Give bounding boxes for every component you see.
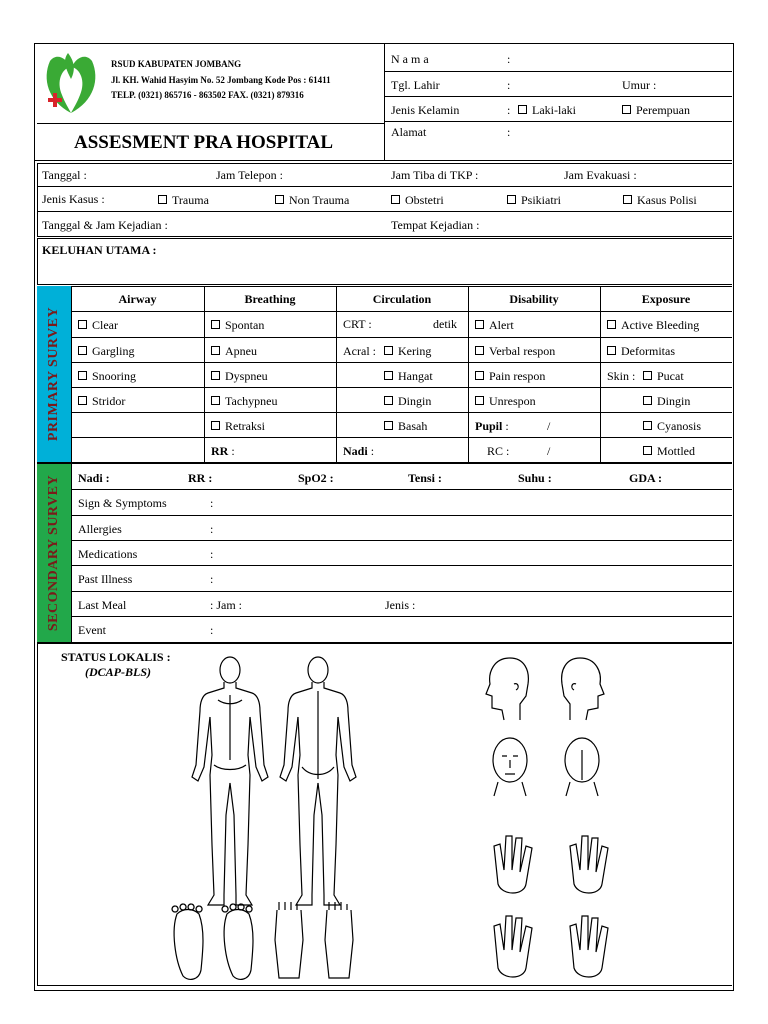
divider <box>37 211 732 212</box>
kasus-polisi[interactable]: Kasus Polisi <box>623 193 697 207</box>
acral-hangat[interactable]: Hangat <box>384 369 433 383</box>
checkbox-icon[interactable] <box>78 346 87 355</box>
foot-top-left <box>275 902 303 978</box>
checkbox-icon[interactable] <box>78 396 87 405</box>
umur-label: Umur : <box>622 78 657 92</box>
event-label: Event <box>78 623 106 637</box>
foot-sole-left <box>172 904 203 979</box>
header-breathing: Breathing <box>244 292 296 306</box>
vital-suhu: Suhu : <box>518 471 552 485</box>
head-side-left <box>486 658 528 720</box>
divider <box>37 236 732 237</box>
checkbox-icon[interactable] <box>607 320 616 329</box>
vital-gda: GDA : <box>629 471 662 485</box>
secondary-survey-sidebar <box>37 464 72 642</box>
divider <box>71 616 732 617</box>
jenis-kelamin-colon: : <box>507 103 511 117</box>
checkbox-icon[interactable] <box>475 396 484 405</box>
alamat-colon: : <box>507 125 511 139</box>
primary-survey-label: PRIMARY SURVEY <box>46 306 61 442</box>
divider <box>384 96 732 97</box>
breathing-dyspneu[interactable]: Dyspneu <box>211 369 268 383</box>
exposure-active-bleeding[interactable]: Active Bleeding <box>607 318 699 332</box>
allergies-label: Allergies <box>78 522 122 536</box>
divider <box>37 123 384 124</box>
laki-option[interactable]: Laki-laki <box>518 103 576 117</box>
jam-tiba-label: Jam Tiba di TKP : <box>391 168 479 182</box>
kasus-obstetri[interactable]: Obstetri <box>391 193 444 207</box>
checkbox-icon[interactable] <box>643 371 652 380</box>
rr-field: RR : <box>211 444 235 458</box>
jenis-kasus-label: Jenis Kasus : <box>42 192 105 206</box>
checkbox-icon[interactable] <box>78 371 87 380</box>
vital-tensi: Tensi : <box>408 471 442 485</box>
foot-sole-right <box>222 904 253 979</box>
divider <box>37 238 732 239</box>
checkbox-icon[interactable] <box>384 346 393 355</box>
divider <box>71 437 732 438</box>
tanggal-label: Tanggal : <box>42 168 87 182</box>
divider <box>71 515 732 516</box>
header-exposure: Exposure <box>641 292 691 306</box>
checkbox-icon[interactable] <box>211 371 220 380</box>
divider <box>71 311 732 312</box>
medications-label: Medications <box>78 547 138 561</box>
hospital-phone: TELP. (0321) 865716 - 863502 FAX. (0321) 879316 <box>111 90 304 100</box>
checkbox-icon[interactable] <box>391 195 400 204</box>
nama-colon: : <box>507 52 511 66</box>
head-hand-diagram <box>480 650 620 980</box>
nama-label: N a m a <box>391 52 429 66</box>
sign-symptoms-label: Sign & Symptoms <box>78 496 167 510</box>
status-lokalis-subtitle: (DCAP-BLS) <box>85 665 151 679</box>
divider <box>37 238 38 285</box>
last-meal-label: Last Meal <box>78 598 127 612</box>
acral-dingin[interactable]: Dingin <box>384 394 431 408</box>
divider <box>600 286 601 462</box>
divider <box>71 387 732 388</box>
checkbox-icon[interactable] <box>211 346 220 355</box>
exposure-deformitas[interactable]: Deformitas <box>607 344 675 358</box>
divider <box>37 644 38 986</box>
divider <box>71 362 732 363</box>
crt-unit: detik <box>433 317 457 331</box>
rc-slash: / <box>547 444 551 458</box>
checkbox-icon[interactable] <box>475 371 484 380</box>
head-back <box>565 738 599 796</box>
past-illness-colon: : <box>210 572 214 586</box>
body-front-figure <box>192 657 268 905</box>
divider <box>71 412 732 413</box>
last-meal-jenis: Jenis : <box>385 598 416 612</box>
event-colon: : <box>210 623 214 637</box>
checkbox-icon[interactable] <box>643 396 652 405</box>
hands-palm <box>494 836 608 893</box>
feet-diagram <box>165 900 375 982</box>
kasus-trauma[interactable]: Trauma <box>158 193 209 207</box>
disability-alert[interactable]: Alert <box>475 318 514 332</box>
body-diagram-front-back <box>190 655 360 915</box>
crt-label: CRT : <box>343 317 372 331</box>
divider <box>384 43 385 160</box>
vital-spo2: SpO2 : <box>298 471 334 485</box>
divider <box>468 286 469 462</box>
divider <box>37 985 732 986</box>
pupil-slash: / <box>547 419 551 433</box>
head-side-right <box>562 658 604 720</box>
airway-clear[interactable]: Clear <box>78 318 118 332</box>
acral-basah[interactable]: Basah <box>384 419 427 433</box>
tanggal-jam-kejadian-label: Tanggal & Jam Kejadian : <box>42 218 168 232</box>
divider <box>336 286 337 462</box>
status-lokalis-title: STATUS LOKALIS : <box>61 650 171 664</box>
divider <box>37 163 38 236</box>
checkbox-icon[interactable] <box>643 446 652 455</box>
checkbox-icon[interactable] <box>211 421 220 430</box>
divider <box>71 540 732 541</box>
jenis-kelamin-label: Jenis Kelamin <box>391 103 460 117</box>
perempuan-option[interactable]: Perempuan <box>622 103 690 117</box>
divider <box>34 160 732 161</box>
sign-symptoms-colon: : <box>210 496 214 510</box>
hospital-address: Jl. KH. Wahid Hasyim No. 52 Jombang Kode Pos : 61411 <box>111 75 331 85</box>
rc-label: RC : <box>487 444 510 458</box>
disability-pain[interactable]: Pain respon <box>475 369 545 383</box>
kasus-non-trauma[interactable]: Non Trauma <box>275 193 349 207</box>
divider <box>384 71 732 72</box>
hospital-logo <box>40 49 102 117</box>
hospital-name: RSUD KABUPATEN JOMBANG <box>111 59 242 69</box>
divider <box>204 286 205 462</box>
medications-colon: : <box>210 547 214 561</box>
header-circulation: Circulation <box>372 292 432 306</box>
divider <box>71 565 732 566</box>
divider <box>71 337 732 338</box>
tgl-lahir-colon: : <box>507 78 511 92</box>
checkbox-icon[interactable] <box>158 195 167 204</box>
disability-verbal[interactable]: Verbal respon <box>475 344 555 358</box>
vital-nadi: Nadi : <box>78 471 110 485</box>
checkbox-icon[interactable] <box>507 195 516 204</box>
pupil-field: Pupil : <box>475 419 509 433</box>
divider <box>37 163 732 164</box>
airway-gargling[interactable]: Gargling <box>78 344 134 358</box>
checkbox-icon[interactable] <box>475 346 484 355</box>
skin-pucat[interactable]: Pucat <box>643 369 684 383</box>
keluhan-utama-label: KELUHAN UTAMA : <box>42 243 157 257</box>
primary-survey-sidebar <box>37 286 72 462</box>
kasus-psikiatri[interactable]: Psikiatri <box>507 193 561 207</box>
skin-label: Skin : <box>607 369 636 383</box>
head-front <box>493 738 527 796</box>
secondary-survey-label: SECONDARY SURVEY <box>46 474 61 632</box>
alamat-label: Alamat <box>391 125 427 139</box>
vital-rr: RR : <box>188 471 213 485</box>
checkbox-icon[interactable] <box>275 195 284 204</box>
foot-top-right <box>325 902 353 978</box>
checkbox-icon[interactable] <box>211 396 220 405</box>
divider <box>71 286 732 287</box>
breathing-apneu[interactable]: Apneu <box>211 344 257 358</box>
breathing-tachypneu[interactable]: Tachypneu <box>211 394 277 408</box>
breathing-spontan[interactable]: Spontan <box>211 318 264 332</box>
checkbox-icon[interactable] <box>384 371 393 380</box>
allergies-colon: : <box>210 522 214 536</box>
checkbox-icon[interactable] <box>384 396 393 405</box>
jam-telepon-label: Jam Telepon : <box>216 168 283 182</box>
form-title: ASSESMENT PRA HOSPITAL <box>74 132 334 153</box>
acral-label: Acral : <box>343 344 376 358</box>
airway-snooring[interactable]: Snooring <box>78 369 136 383</box>
checkbox-icon[interactable] <box>518 105 527 114</box>
past-illness-label: Past Illness <box>78 572 133 586</box>
tempat-kejadian-label: Tempat Kejadian : <box>391 218 480 232</box>
breathing-retraksi[interactable]: Retraksi <box>211 419 265 433</box>
checkbox-icon[interactable] <box>475 320 484 329</box>
checkbox-icon[interactable] <box>211 320 220 329</box>
nadi-field: Nadi : <box>343 444 375 458</box>
body-back-figure <box>280 657 356 905</box>
last-meal-jam: : Jam : <box>210 598 242 612</box>
divider <box>37 642 732 644</box>
divider <box>384 121 732 122</box>
divider <box>71 489 732 490</box>
checkbox-icon[interactable] <box>643 421 652 430</box>
checkbox-icon[interactable] <box>607 346 616 355</box>
divider <box>37 284 732 285</box>
divider <box>71 591 732 592</box>
skin-cyanosis[interactable]: Cyanosis <box>643 419 701 433</box>
skin-mottled[interactable]: Mottled <box>643 444 695 458</box>
header-disability: Disability <box>509 292 559 306</box>
acral-kering[interactable]: Kering <box>384 344 431 358</box>
divider <box>37 186 732 187</box>
skin-dingin[interactable]: Dingin <box>643 394 690 408</box>
airway-stridor[interactable]: Stridor <box>78 394 125 408</box>
checkbox-icon[interactable] <box>622 105 631 114</box>
divider <box>37 462 732 464</box>
disability-unrespon[interactable]: Unrespon <box>475 394 536 408</box>
hands-back <box>494 916 608 977</box>
header-airway: Airway <box>118 292 157 306</box>
checkbox-icon[interactable] <box>78 320 87 329</box>
tgl-lahir-label: Tgl. Lahir <box>391 78 440 92</box>
checkbox-icon[interactable] <box>384 421 393 430</box>
checkbox-icon[interactable] <box>623 195 632 204</box>
jam-evakuasi-label: Jam Evakuasi : <box>564 168 637 182</box>
